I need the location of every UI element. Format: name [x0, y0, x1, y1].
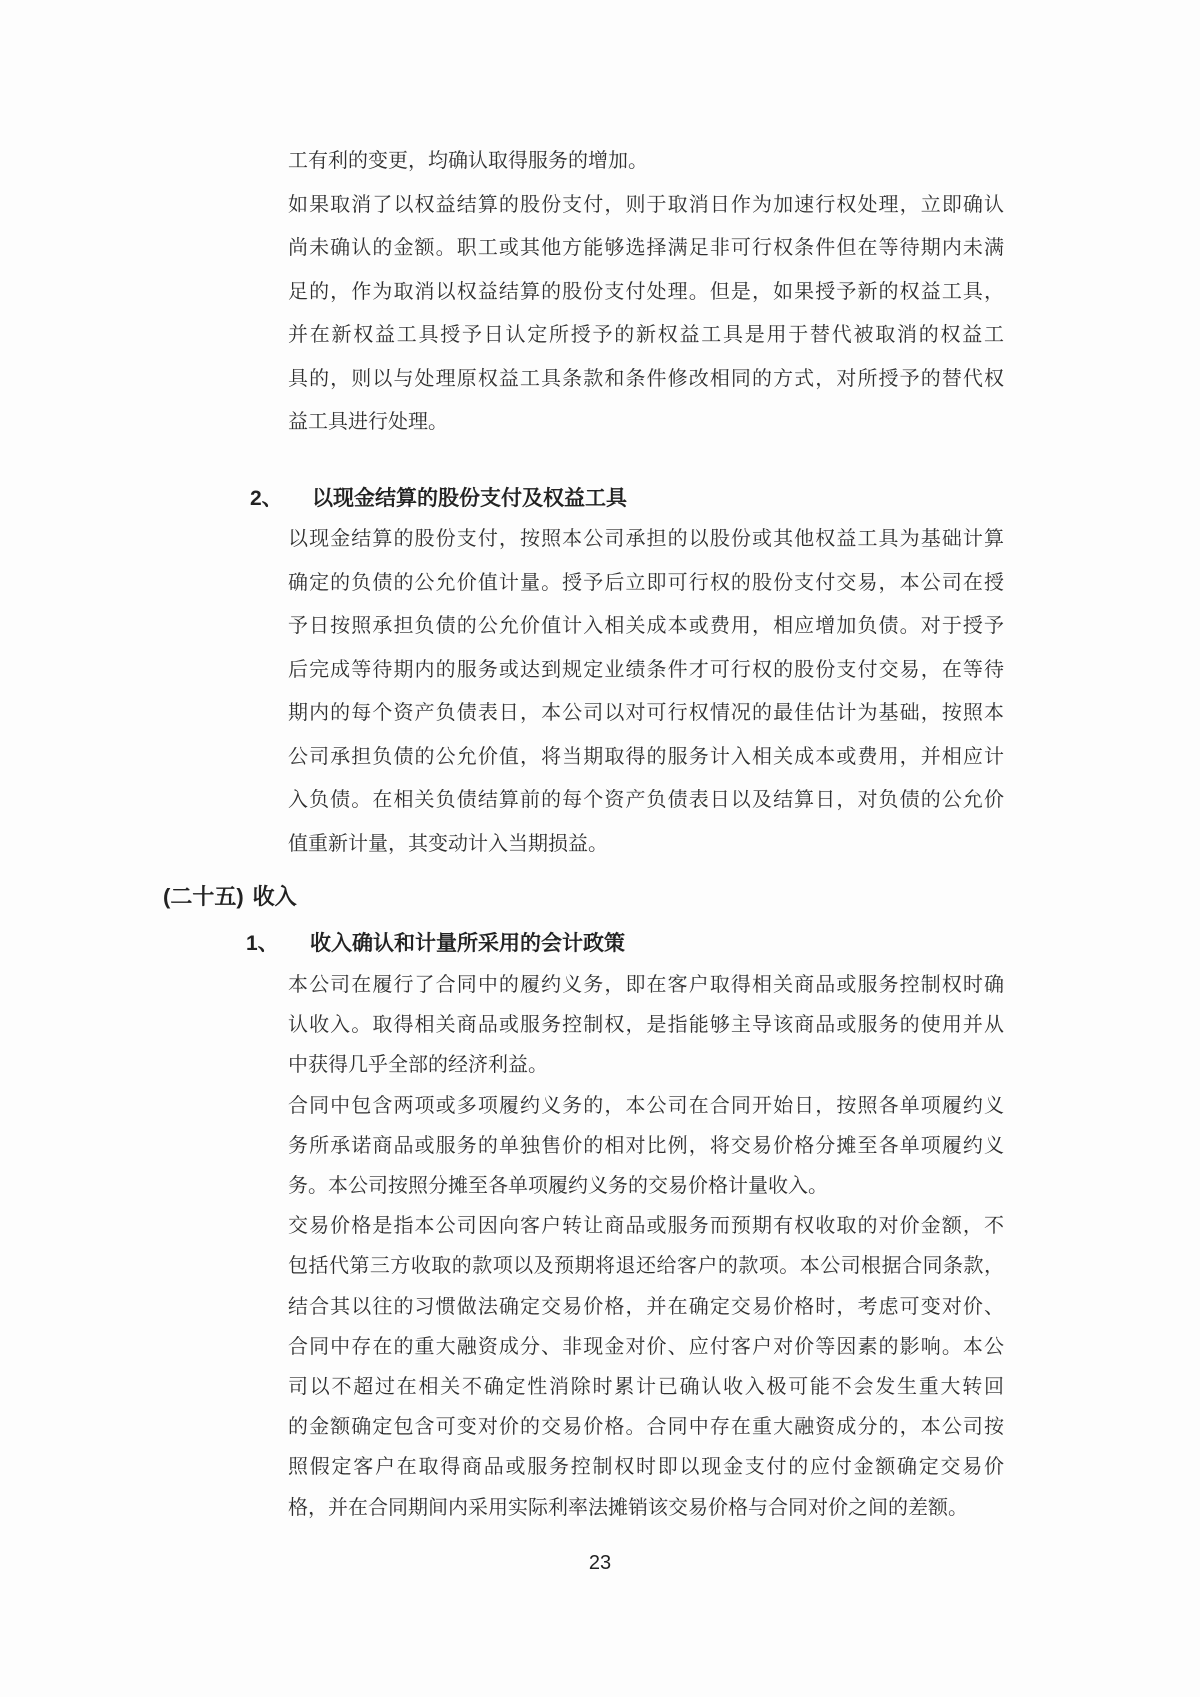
text-line: 值重新计量，其变动计入当期损益。 [288, 832, 608, 855]
text-line: 本公司在履行了合同中的履约义务，即在客户取得相关商品或服务控制权时确 [288, 974, 1004, 996]
page-number: 23 [588, 1552, 612, 1574]
section-cash-settled-text [288, 518, 1004, 866]
text-line: 具的，则以与处理原权益工具条款和条件修改相同的方式，对所授予的替代权 [288, 367, 1004, 390]
paragraph-revenue-recognition [288, 965, 1004, 1086]
text-line: 认收入。取得相关商品或服务控制权，是指能够主导该商品或服务的使用并从 [288, 1014, 1004, 1037]
heading-number: 1、 [246, 932, 279, 955]
text-line: 予日按照承担负债的公允价值计入相关成本或费用，相应增加负债。对于授予 [288, 615, 1004, 637]
paragraph-multiple-obligations [288, 1086, 1004, 1207]
text-line: 照假定客户在取得商品或服务控制权时即以现金支付的应付金额确定交易价 [288, 1456, 1004, 1479]
text-line: 合同中存在的重大融资成分、非现金对价、应付客户对价等因素的影响。本公 [288, 1335, 1004, 1358]
text-line: 后完成等待期内的服务或达到规定业绩条件才可行权的股份支付交易，在等待 [288, 658, 1004, 681]
text-line: 确定的负债的公允价值计量。授予后立即可行权的股份支付交易，本公司在授 [288, 571, 1004, 594]
text-line: 尚未确认的金额。职工或其他方能够选择满足非可行权条件但在等待期内未满 [288, 237, 1004, 259]
text-line: 的金额确定包含可变对价的交易价格。合同中存在重大融资成分的，本公司按 [288, 1416, 1004, 1439]
heading-title: 以现金结算的股份支付及权益工具 [312, 487, 627, 510]
paragraph-transaction-price [288, 1206, 1004, 1528]
heading-title: 收入 [252, 884, 297, 909]
text-line: 工有利的变更，均确认取得服务的增加。 [288, 150, 648, 172]
heading-number: 2、 [250, 487, 283, 510]
text-line: 交易价格是指本公司因向客户转让商品或服务而预期有权收取的对价金额，不 [288, 1215, 1004, 1238]
paragraph-cancel-equity-settled [288, 184, 1004, 445]
text-line: 期内的每个资产负债表日，本公司以对可行权情况的最佳估计为基础，按照本 [288, 702, 1004, 724]
heading-title: 收入确认和计量所采用的会计政策 [310, 932, 625, 955]
section-share-payment-text [288, 140, 1004, 445]
paragraph-cash-settled [288, 518, 1004, 866]
text-line: 司以不超过在相关不确定性消除时累计已确认收入极可能不会发生重大转回 [288, 1376, 1004, 1399]
paragraph-service-change [288, 140, 1004, 184]
text-line: 结合其以往的习惯做法确定交易价格，并在确定交易价格时，考虑可变对价、 [288, 1295, 1004, 1318]
text-line: 中获得几乎全部的经济利益。 [288, 1054, 548, 1077]
heading-revenue-policy [246, 927, 625, 957]
heading-revenue-section [163, 880, 297, 911]
text-line: 公司承担负债的公允价值，将当期取得的服务计入相关成本或费用，并相应计 [288, 745, 1004, 768]
text-line: 务。本公司按照分摊至各单项履约义务的交易价格计量收入。 [288, 1175, 828, 1198]
text-line: 如果取消了以权益结算的股份支付，则于取消日作为加速行权处理，立即确认 [288, 193, 1004, 216]
heading-section-label: (二十五) [163, 884, 244, 909]
text-line: 以现金结算的股份支付，按照本公司承担的以股份或其他权益工具为基础计算 [288, 528, 1004, 550]
text-line: 益工具进行处理。 [288, 411, 448, 433]
text-line: 务所承诺商品或服务的单独售价的相对比例，将交易价格分摊至各单项履约义 [288, 1134, 1004, 1157]
text-line: 足的，作为取消以权益结算的股份支付处理。但是，如果授予新的权益工具， [288, 280, 1004, 303]
text-line: 包括代第三方收取的款项以及预期将退还给客户的款项。本公司根据合同条款， [288, 1255, 1004, 1278]
text-line: 并在新权益工具授予日认定所授予的新权益工具是用于替代被取消的权益工 [288, 324, 1004, 346]
heading-cash-settled-share-payment [250, 482, 627, 512]
section-revenue-policy-text [288, 965, 1004, 1528]
text-line: 入负债。在相关负债结算前的每个资产负债表日以及结算日，对负债的公允价 [288, 789, 1004, 811]
text-line: 合同中包含两项或多项履约义务的，本公司在合同开始日，按照各单项履约义 [288, 1094, 1004, 1117]
text-line: 格，并在合同期间内采用实际利率法摊销该交易价格与合同对价之间的差额。 [288, 1496, 968, 1519]
